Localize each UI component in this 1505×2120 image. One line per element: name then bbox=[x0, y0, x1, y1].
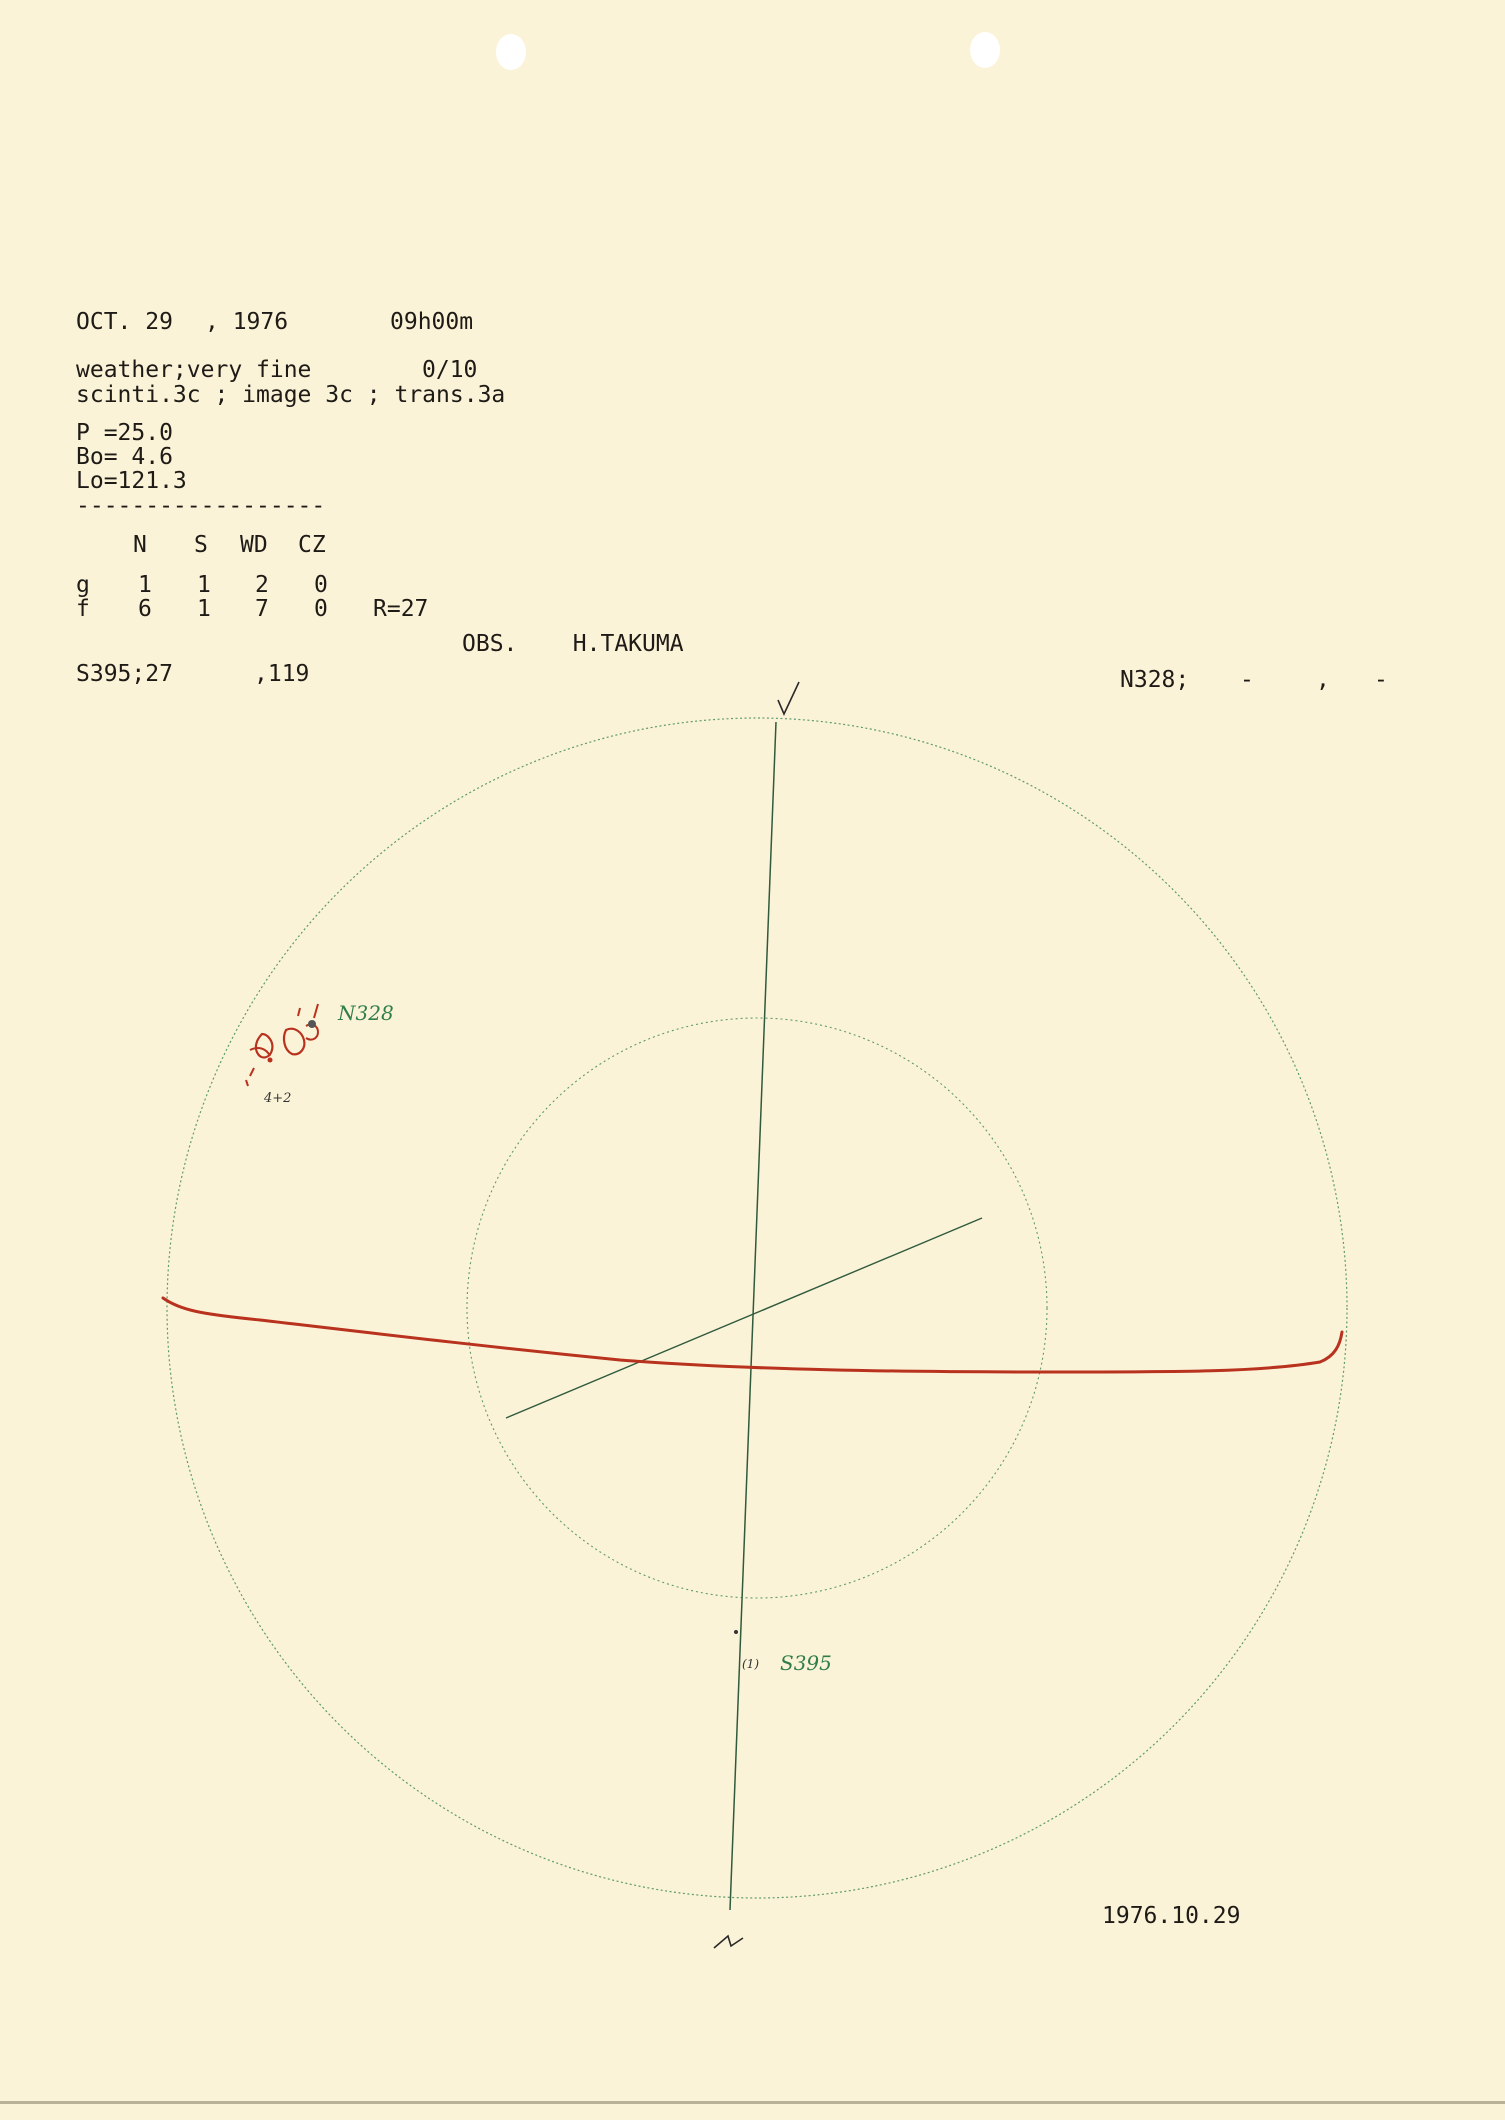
cell-g-cz: 0 bbox=[314, 572, 328, 598]
region-right-dash-2: - bbox=[1374, 667, 1388, 693]
col-header-s: S bbox=[194, 532, 208, 558]
row-label-g: g bbox=[76, 572, 90, 598]
seeing-line: scinti.3c ; image 3c ; trans.3a bbox=[76, 382, 506, 408]
bottom-edge bbox=[0, 2101, 1505, 2104]
cell-f-wd: 7 bbox=[255, 596, 269, 622]
south-mark-icon bbox=[714, 1936, 743, 1948]
b0-value: Bo= 4.6 bbox=[76, 444, 173, 470]
observation-time: 09h00m bbox=[390, 309, 474, 335]
observation-year: , 1976 bbox=[205, 309, 289, 335]
col-header-n: N bbox=[133, 532, 147, 558]
cell-f-n: 6 bbox=[138, 596, 152, 622]
label-s395: S395 bbox=[780, 1651, 832, 1675]
col-header-cz: CZ bbox=[298, 532, 326, 558]
weather-line: weather;very fine bbox=[76, 357, 312, 383]
cell-f-cz: 0 bbox=[314, 596, 328, 622]
col-header-wd: WD bbox=[240, 532, 268, 558]
label-s395-count: (1) bbox=[742, 1657, 759, 1671]
observer: OBS. H.TAKUMA bbox=[462, 631, 684, 657]
north-mark-icon bbox=[778, 682, 799, 714]
l0-value: Lo=121.3 bbox=[76, 468, 187, 494]
region-left-longitude: ,119 bbox=[254, 661, 310, 687]
region-right: N328; bbox=[1120, 667, 1190, 693]
footer-date: 1976.10.29 bbox=[1102, 1903, 1241, 1929]
observation-date: OCT. 29 bbox=[76, 309, 173, 335]
r-value: R=27 bbox=[373, 596, 429, 622]
p-angle: P =25.0 bbox=[76, 420, 173, 446]
cell-g-n: 1 bbox=[138, 572, 152, 598]
cell-g-wd: 2 bbox=[255, 572, 269, 598]
sunspot-group-n328 bbox=[246, 1004, 318, 1086]
ecliptic-axis bbox=[506, 1218, 982, 1418]
region-left: S395;27 bbox=[76, 661, 173, 687]
label-n328: N328 bbox=[338, 1001, 394, 1025]
inner-circle bbox=[467, 1018, 1047, 1598]
sunspot-s395 bbox=[734, 1630, 738, 1634]
region-right-dash-1: - bbox=[1240, 667, 1254, 693]
cloud-cover: 0/10 bbox=[422, 357, 478, 383]
label-n328-count: 4+2 bbox=[264, 1091, 292, 1106]
solar-disk-outline bbox=[167, 718, 1347, 1898]
cell-f-s: 1 bbox=[197, 596, 211, 622]
separator-line: ------------------ bbox=[76, 493, 326, 519]
row-label-f: f bbox=[76, 596, 90, 622]
central-meridian-axis bbox=[730, 722, 776, 1910]
cell-g-s: 1 bbox=[197, 572, 211, 598]
region-right-comma: , bbox=[1316, 667, 1330, 693]
